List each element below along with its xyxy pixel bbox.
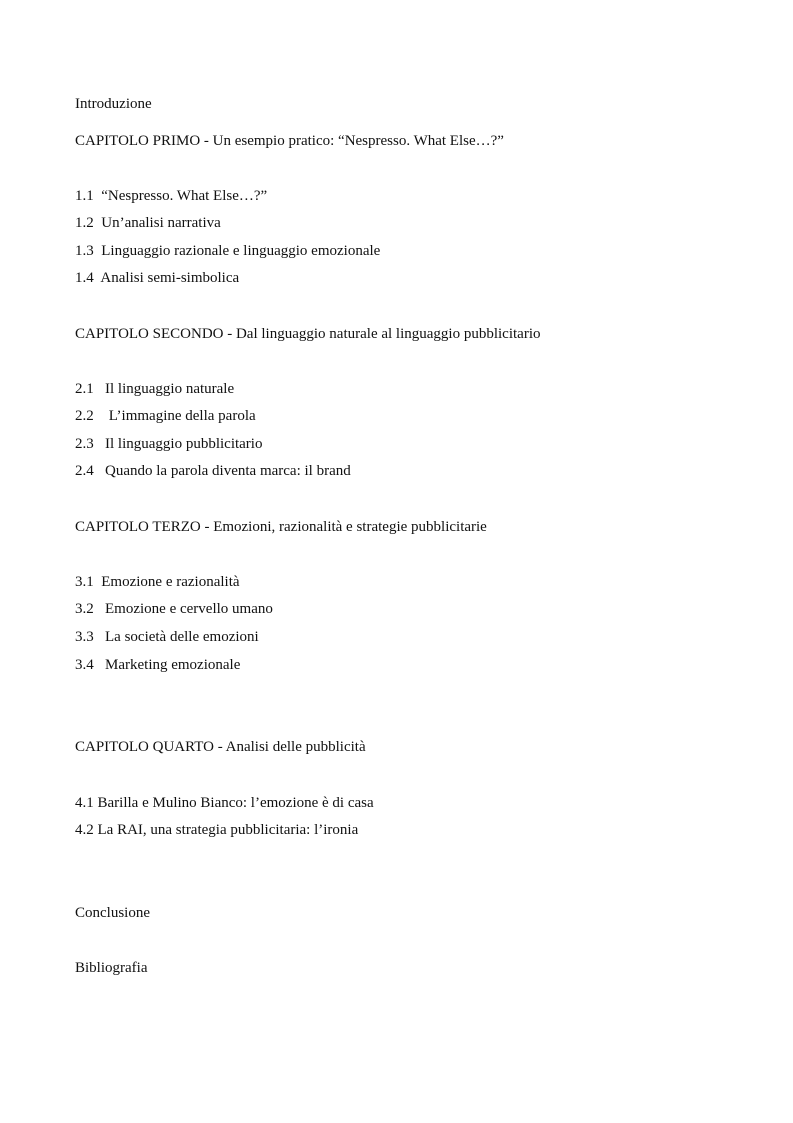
section-3-4: 3.4 Marketing emozionale (75, 657, 241, 673)
section-1-2: 1.2 Un’analisi narrativa (75, 215, 221, 231)
section-4-2: 4.2 La RAI, una strategia pubblicitaria: l’ironia (75, 822, 359, 838)
section-1-4: 1.4 Analisi semi-simbolica (75, 270, 240, 286)
section-2-2: 2.2 L’immagine della parola (75, 408, 256, 424)
section-2-3: 2.3 Il linguaggio pubblicitario (75, 436, 263, 452)
section-1-1: 1.1 “Nespresso. What Else…?” (75, 188, 268, 204)
section-3-1: 3.1 Emozione e razionalità (75, 574, 240, 590)
chapter-3-title: CAPITOLO TERZO - Emozioni, razionalità e strategie pubblicitarie (75, 519, 487, 535)
toc-conclusion: Conclusione (75, 905, 150, 921)
section-3-3: 3.3 La società delle emozioni (75, 629, 259, 645)
chapter-2-title: CAPITOLO SECONDO - Dal linguaggio naturale al linguaggio pubblicitario (75, 326, 541, 342)
section-4-1: 4.1 Barilla e Mulino Bianco: l’emozione è di casa (75, 795, 374, 811)
toc-introduction: Introduzione (75, 96, 152, 112)
section-2-4: 2.4 Quando la parola diventa marca: il brand (75, 463, 351, 479)
section-2-1: 2.1 Il linguaggio naturale (75, 381, 235, 397)
chapter-1-title: CAPITOLO PRIMO - Un esempio pratico: “Nespresso. What Else…?” (75, 133, 504, 149)
section-1-3: 1.3 Linguaggio razionale e linguaggio emozionale (75, 243, 381, 259)
chapter-4-title: CAPITOLO QUARTO - Analisi delle pubblicità (75, 739, 366, 755)
section-3-2: 3.2 Emozione e cervello umano (75, 601, 273, 617)
toc-bibliography: Bibliografia (75, 960, 148, 976)
